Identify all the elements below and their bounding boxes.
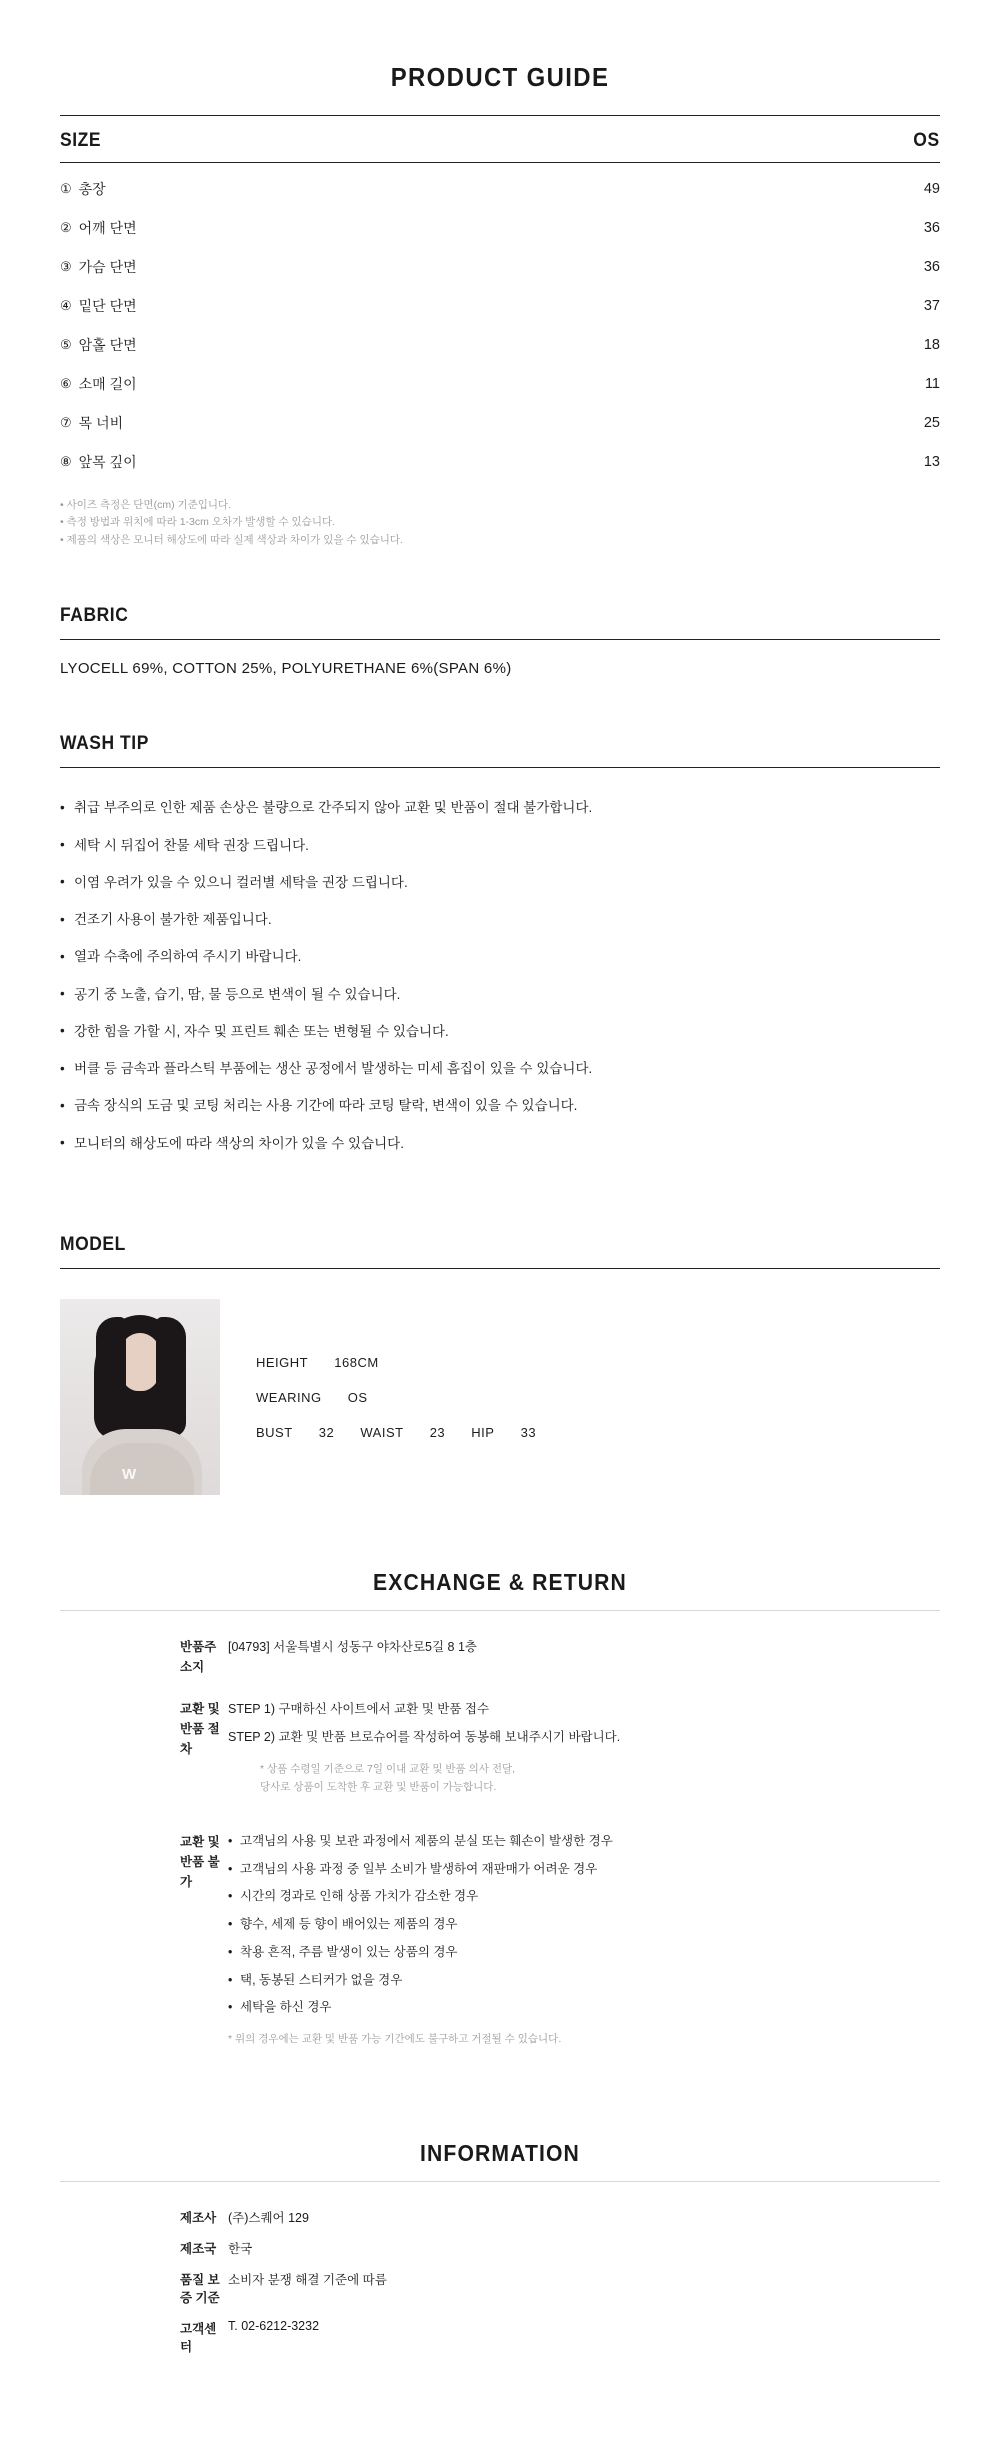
size-section xyxy=(60,116,940,549)
size-row-value: 13 xyxy=(923,453,940,470)
info-label: 제조사 xyxy=(180,2211,217,2226)
return-deny-note: * 위의 경우에는 교환 및 반품 가능 기간에도 불구하고 거절될 수 있습니다. xyxy=(228,2033,562,2046)
size-row-name xyxy=(60,413,123,433)
list-item: • 금속 장식의 도금 및 코팅 처리는 사용 기간에 따라 코팅 탈락, 변색이 있을 수 있습니다. xyxy=(60,1088,940,1125)
size-row-label: 암홀 단면 xyxy=(78,336,137,353)
information-section xyxy=(60,2140,940,2428)
table-row xyxy=(60,247,940,286)
table-row xyxy=(60,403,940,442)
list-item: • 모니터의 해상도에 따라 색상의 차이가 있을 수 있습니다. xyxy=(60,1125,940,1162)
exchange-return-section xyxy=(60,1569,940,2070)
size-row-label: 밑단 단면 xyxy=(78,297,137,314)
return-process-value xyxy=(228,1699,940,1795)
list-item: • 공기 중 노출, 습기, 땀, 물 등으로 변색이 될 수 있습니다. xyxy=(60,976,940,1013)
model-height-row xyxy=(256,1345,536,1380)
model-hair-right xyxy=(156,1317,186,1437)
list-item: • 강한 힘을 가할 시, 자수 및 프린트 훼손 또는 변형될 수 있습니다. xyxy=(60,1013,940,1050)
fabric-section xyxy=(60,605,940,677)
page-title: PRODUCT GUIDE xyxy=(390,62,610,92)
wash-tip-list xyxy=(60,768,940,1163)
model-specs xyxy=(256,1299,536,1450)
list-item: • 향수, 세제 등 향이 배어있는 제품의 경우 xyxy=(228,1915,940,1943)
return-process-label: 교환 및 반품 절차 xyxy=(180,1702,220,1757)
exchange-table xyxy=(60,1611,940,2070)
size-note: • 사이즈 측정은 단면(cm) 기준입니다. xyxy=(60,499,232,511)
model-height-label: HEIGHT xyxy=(256,1355,309,1371)
size-row-name xyxy=(60,296,137,316)
title-area xyxy=(60,0,940,116)
size-row-name xyxy=(60,335,137,355)
list-item: • 택, 동봉된 스티커가 없을 경우 xyxy=(228,1971,940,1999)
return-process-note-line2: 당사로 상품이 도착한 후 교환 및 반품이 가능합니다. xyxy=(260,1780,497,1793)
size-heading: SIZE xyxy=(60,130,102,151)
list-marker-icon: ① xyxy=(60,180,72,196)
model-section xyxy=(60,1234,940,1495)
info-value: T. 02-6212-3232 xyxy=(228,2319,320,2334)
list-item: • 취급 부주의로 인한 제품 손상은 불량으로 간주되지 않아 교환 및 반품이 절대 불가합니다. xyxy=(60,790,940,827)
table-row xyxy=(60,286,940,325)
info-value: 한국 xyxy=(228,2242,253,2257)
info-value: (주)스퀘어 129 xyxy=(228,2211,309,2226)
size-header-row xyxy=(60,116,940,162)
model-content xyxy=(60,1269,940,1495)
return-process-step2: STEP 2) 교환 및 반품 브로슈어를 작성하여 동봉해 보내주시기 바랍니다. xyxy=(228,1730,621,1745)
list-item: • 착용 흔적, 주름 발생이 있는 상품의 경우 xyxy=(228,1943,940,1971)
model-hip-label: HIP xyxy=(471,1425,495,1441)
table-row xyxy=(60,1818,940,2071)
model-wearing-value: OS xyxy=(347,1390,368,1406)
size-note: • 제품의 색상은 모니터 해상도에 따라 실제 색상과 차이가 있을 수 있습니다. xyxy=(60,533,403,546)
fabric-composition: LYOCELL 69%, COTTON 25%, POLYURETHANE 6%(SPAN 6%) xyxy=(60,659,512,677)
model-bust-label: BUST xyxy=(256,1425,293,1441)
size-row-value: 37 xyxy=(923,297,940,314)
list-marker-icon: ⑥ xyxy=(60,375,72,391)
size-row-value: 49 xyxy=(923,180,940,197)
table-row xyxy=(60,442,940,481)
table-row xyxy=(60,2270,940,2319)
table-row xyxy=(60,1699,940,1817)
size-row-value: 18 xyxy=(923,336,940,353)
model-height-value: 168CM xyxy=(334,1355,379,1371)
table-row xyxy=(60,169,940,208)
list-marker-icon: ③ xyxy=(60,258,72,274)
table-row xyxy=(60,325,940,364)
return-address-value: [04793] 서울특별시 성동구 야차산로5길 8 1층 xyxy=(228,1640,477,1655)
list-marker-icon: ⑧ xyxy=(60,453,72,469)
list-item: • 고객님의 사용 및 보관 과정에서 제품의 분실 또는 훼손이 발생한 경우 xyxy=(228,1832,940,1860)
size-notes xyxy=(60,481,940,549)
model-hip-value: 33 xyxy=(520,1425,537,1441)
list-item: • 세탁을 하신 경우 xyxy=(228,1998,940,2026)
list-item: • 버클 등 금속과 플라스틱 부품에는 생산 공정에서 발생하는 미세 흠집이 있을 수 있습니다. xyxy=(60,1051,940,1088)
return-address-label: 반품주소지 xyxy=(180,1640,217,1675)
size-row-value: 25 xyxy=(923,414,940,431)
return-deny-value xyxy=(228,1832,940,2049)
size-row-value: 36 xyxy=(923,219,940,236)
return-deny-list xyxy=(228,1832,940,2026)
size-row-value: 36 xyxy=(923,258,940,275)
list-item: • 시간의 경과로 인해 상품 가치가 감소한 경우 xyxy=(228,1887,940,1915)
size-row-label: 소매 길이 xyxy=(78,375,137,392)
info-label: 제조국 xyxy=(180,2242,217,2257)
size-column-header: OS xyxy=(913,130,940,151)
information-table xyxy=(60,2182,940,2368)
model-waist-value: 23 xyxy=(429,1425,446,1441)
size-row-label: 총장 xyxy=(78,180,106,197)
wash-tip-heading: WASH TIP xyxy=(60,732,149,754)
model-wearing-label: WEARING xyxy=(256,1390,322,1406)
info-value: 소비자 분쟁 해결 기준에 따름 xyxy=(228,2273,387,2288)
size-row-name xyxy=(60,452,137,472)
exchange-return-heading: EXCHANGE & RETURN xyxy=(373,1569,627,1596)
size-row-label: 어깨 단면 xyxy=(78,219,137,236)
model-bust-value: 32 xyxy=(318,1425,335,1441)
fabric-heading: FABRIC xyxy=(60,604,129,626)
model-heading: MODEL xyxy=(60,1234,126,1256)
list-item: • 이염 우려가 있을 수 있으니 컬러별 세탁을 권장 드립니다. xyxy=(60,864,940,901)
return-process-step1: STEP 1) 구매하신 사이트에서 교환 및 반품 접수 xyxy=(228,1702,490,1717)
size-row-label: 가슴 단면 xyxy=(78,258,137,275)
size-row-label: 목 너비 xyxy=(78,414,124,431)
size-row-value: 11 xyxy=(924,375,940,392)
table-row xyxy=(60,1637,940,1699)
information-heading: INFORMATION xyxy=(420,2140,580,2167)
list-marker-icon: ② xyxy=(60,219,72,235)
info-label: 고객센터 xyxy=(180,2322,217,2355)
size-table xyxy=(60,163,940,481)
model-garment xyxy=(90,1443,194,1495)
list-item: • 건조기 사용이 불가한 제품입니다. xyxy=(60,902,940,939)
table-row xyxy=(60,2239,940,2270)
list-marker-icon: ⑤ xyxy=(60,336,72,352)
model-measurements-row xyxy=(256,1415,536,1450)
table-row xyxy=(60,2319,940,2368)
list-marker-icon: ⑦ xyxy=(60,414,72,430)
return-process-note-line1: * 상품 수령일 기준으로 7일 이내 교환 및 반품 의사 전달, xyxy=(260,1763,516,1776)
return-process-note xyxy=(228,1755,940,1796)
return-deny-label: 교환 및 반품 불가 xyxy=(180,1834,220,1889)
size-row-name xyxy=(60,374,137,394)
table-row xyxy=(60,2208,940,2239)
list-item: • 세탁 시 뒤집어 찬물 세탁 권장 드립니다. xyxy=(60,827,940,864)
table-row xyxy=(60,364,940,403)
size-row-name xyxy=(60,257,137,277)
model-wearing-row xyxy=(256,1380,536,1415)
size-row-label: 앞목 깊이 xyxy=(78,453,137,470)
list-item: • 고객님의 사용 과정 중 일부 소비가 발생하여 재판매가 어려운 경우 xyxy=(228,1860,940,1888)
list-item: • 열과 수축에 주의하여 주시기 바랍니다. xyxy=(60,939,940,976)
wash-tip-section xyxy=(60,733,940,1163)
model-photo xyxy=(60,1299,220,1495)
model-waist-label: WAIST xyxy=(360,1425,404,1441)
size-row-name xyxy=(60,179,106,199)
size-note: • 측정 방법과 위치에 따라 1-3cm 오차가 발생할 수 있습니다. xyxy=(60,516,336,529)
size-row-name xyxy=(60,218,137,238)
table-row xyxy=(60,208,940,247)
model-hair-left xyxy=(96,1317,126,1437)
info-label: 품질 보증 기준 xyxy=(180,2273,220,2306)
garment-logo: W xyxy=(122,1466,137,1484)
list-marker-icon: ④ xyxy=(60,297,72,313)
